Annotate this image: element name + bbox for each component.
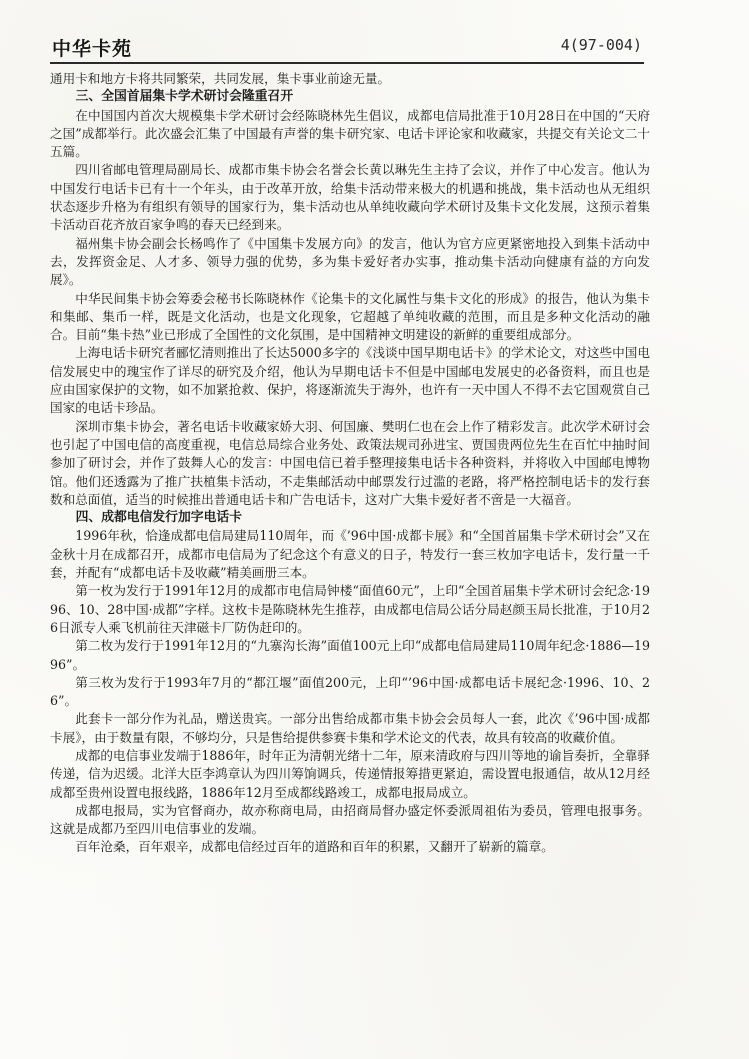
paragraph: 四川省邮电管理局副局长、成都市集卡协会名誉会长黄以琳先生主持了会议，并作了中心发言。他认为中国发行电话卡已有十一个年头，由于改革开放，给集卡活动带来极大的机遇和挑战，集卡活动也从无组织状态逐步升格为有组织有领导的国家行为，集卡活动也从单纯收藏向学术研讨及集卡文化发展，这预示着集卡活动百花齐放百家争鸣的春天已经到来。 bbox=[50, 162, 650, 233]
paragraph: 第一枚为发行于1991年12月的成都市电信局钟楼“面值60元”，上印“全国首届集卡学术研讨会纪念·1996、10、28中国·成都”字样。这枚卡是陈晓林先生推荐，由成都电信局公话分局赵颜玉局长批准，于10月26日派专人乘飞机前往天津磁卡厂防伪赶印的。 bbox=[50, 583, 650, 635]
paragraph: 在中国国内首次大规模集卡学术研讨会经陈晓林先生倡议，成都电信局批准于10月28日在中国的“天府之国”成都举行。此次盛会汇集了中国最有声誉的集卡研究家、电话卡评论家和收藏家，共提交有关论文二十五篇。 bbox=[50, 107, 650, 160]
paragraph: 成都电报局，实为官督商办，故亦称商电局，由招商局督办盛定怀委派周祖佑为委员，管理电报事务。这就是成都乃至四川电信事业的发端。 bbox=[50, 802, 650, 837]
intro-line: 通用卡和地方卡将共同繁荣，共同发展，集卡事业前途无量。 bbox=[50, 71, 391, 86]
page-header bbox=[52, 32, 642, 62]
paragraph: 福州集卡协会副会长杨鸣作了《中国集卡发展方向》的发言，他认为官方应更紧密地投入到集卡活动中去，发挥资金足、人才多、领导力强的优势，多为集卡爱好者办实事，推动集卡活动向健康有益的方向发展》。 bbox=[50, 235, 650, 288]
section-4-heading: 四、成都电信发行加字电话卡 bbox=[75, 510, 242, 526]
paragraph: 百年沧桑，百年艰辛，成都电信经过百年的道路和百年的积累，又翻开了崭新的篇章。 bbox=[75, 839, 554, 855]
paragraph: 深圳市集卡协会，著名电话卡收藏家娇大羽、何国廉、樊明仁也在会上作了精彩发言。此次学术研讨会也引起了中国电信的高度重视，电信总局综合业务处、政策法规司孙进宝、贾国贵两位先生在百忙中抽时间参加了研讨会，并作了鼓舞人心的发言：中国电信已着手整理接集电话卡各种资料，并将收入中国邮电博物馆。他们还透露为了推广扶植集卡活动，不走集邮活动中邮票发行过滥的老路，将严格控制电话卡的发行套数和总面值，适当的时候推出普通电话卡和广告电话卡，这对广大集卡爱好者不啻是一大福音。 bbox=[50, 418, 650, 507]
paragraph: 第三枚为发行于1993年7月的“都江堰”面值200元，上印“’96中国·成都电话卡展纪念·1996、10、26”。 bbox=[50, 674, 650, 709]
paragraph: 中华民间集卡协会筹委会秘书长陈晓林作《论集卡的文化属性与集卡文化的形成》的报告，他认为集卡和集邮、集币一样，既是文化活动，也是文化现象，它超越了单纯收藏的范围，而且是多种文化活动的融合。目前“集卡热”业已形成了全国性的文化氛围，是中国精神文明建设的新鲜的重要组成部分。 bbox=[50, 290, 650, 343]
paragraph: 成都的电信事业发端于1886年，时年正为清朝光绪十二年，原来清政府与四川等地的谕旨奏折，全靠驿传递，信为迟缓。北洋大臣李鸿章认为四川筹饷调兵，传递情报筹措更紧迫，需设置电报通信，故从12月经成都至贵州设置电报线路，1886年12月至成都线路竣工，成都电报局成立。 bbox=[50, 747, 650, 800]
paragraph: 此套卡一部分作为礼品，赠送贵宾。一部分出售给成都市集卡协会会员每人一套，此次《’96中国·成都卡展》，由于数量有限，不够均分，只是售给提供参赛卡集和学术论文的代表，故具有较高的收藏价值。 bbox=[50, 711, 650, 745]
journal-name: 中华卡苑 bbox=[52, 38, 133, 60]
page-code: 4(97-004) bbox=[560, 36, 642, 54]
paragraph: 上海电话卡研究者郦忆清则推出了长达5000多字的《浅谈中国早期电话卡》的学术论文，对这些中国电信发展史中的瑰宝作了详尽的研究及介绍，他认为早期电话卡不但是中国邮电发展史的必备资料，而且也是应由国家保护的文物，如不加紧抢救、保护，将逐渐流失于海外，也许有一天中国人不得不去它国观赏自己国家的电话卡珍品。 bbox=[50, 345, 650, 416]
header-rule bbox=[50, 62, 644, 64]
section-3-heading: 三、全国首届集卡学术研讨会隆重召开 bbox=[75, 89, 294, 105]
paragraph: 第二枚为发行于1991年12月的“九寨沟长海”面值100元上印“成都电信局建局110周年纪念·1886—1996”。 bbox=[50, 638, 650, 672]
article-body bbox=[50, 70, 650, 857]
paragraph: 1996年秋，恰逢成都电信局建局110周年，而《’96中国·成都卡展》和“全国首届集卡学术研讨会”又在金秋十月在成都召开，成都市电信局为了纪念这个有意义的日子，特发行一套三枚加字电话卡，发行量一千套，并配有“成都电话卡及收藏”精美画册三本。 bbox=[50, 528, 650, 581]
